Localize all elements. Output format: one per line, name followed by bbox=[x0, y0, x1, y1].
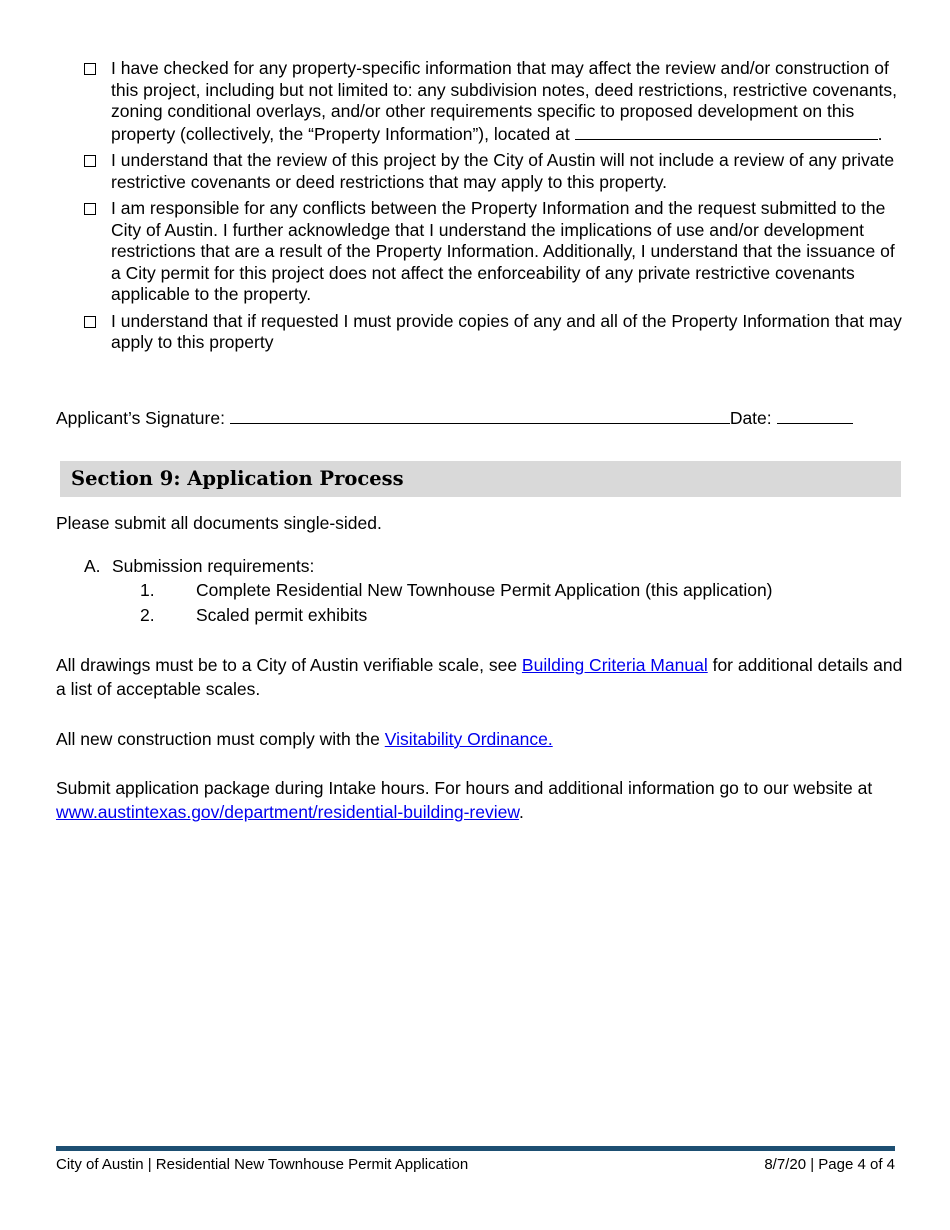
checklist-text: I am responsible for any conflicts between the Property Information and the request submitted to the City of Austin. I further acknowledge that I understand the implications of use and/or development restrictions that are a result of the Property Information. Additionally, I understand that the issuance of a City permit for this project does not affect the enforceability of any private restrictive covenants applicable to the property. bbox=[111, 198, 895, 304]
checklist-text-period: . bbox=[877, 123, 883, 144]
signature-row bbox=[56, 405, 916, 429]
checklist-item-review-scope bbox=[84, 150, 904, 193]
requirement-number: 2. bbox=[140, 605, 155, 625]
submission-requirements-heading bbox=[84, 555, 314, 577]
acknowledgement-checklist bbox=[84, 58, 904, 359]
visitability-ordinance-link[interactable]: Visitability Ordinance. bbox=[384, 729, 553, 749]
checklist-item-provide-copies bbox=[84, 311, 904, 354]
requirement-text: Complete Residential New Townhouse Permit Application (this application) bbox=[196, 580, 773, 600]
drawings-text-after: for additional details and a list of acceptable scales. bbox=[56, 655, 903, 699]
checklist-text bbox=[111, 58, 904, 145]
sub-a-label: Submission requirements: bbox=[112, 556, 315, 576]
signature-label: Applicant’s Signature: bbox=[56, 408, 230, 428]
checkbox-provide-copies[interactable] bbox=[84, 316, 96, 328]
single-sided-note: Please submit all documents single-sided. bbox=[56, 513, 382, 533]
construction-paragraph bbox=[56, 727, 906, 751]
residential-building-review-link[interactable]: www.austintexas.gov/department/residential-building-review bbox=[56, 802, 520, 822]
footer-document-title: City of Austin | Residential New Townhouse Permit Application bbox=[56, 1156, 469, 1173]
section-9-title: Section 9: Application Process bbox=[71, 467, 404, 490]
checklist-text: I understand that if requested I must provide copies of any and all of the Property Information that may apply to this property bbox=[111, 310, 902, 352]
checklist-item-property-info bbox=[84, 58, 904, 145]
footer-page-info: 8/7/20 | Page 4 of 4 bbox=[764, 1156, 895, 1173]
checkbox-review-scope[interactable] bbox=[84, 155, 96, 167]
requirement-item-2 bbox=[140, 604, 367, 626]
located-at-blank[interactable] bbox=[575, 123, 878, 140]
footer-divider bbox=[56, 1146, 895, 1151]
drawings-paragraph bbox=[56, 653, 906, 701]
requirement-text: Scaled permit exhibits bbox=[196, 605, 368, 625]
date-label: Date: bbox=[729, 408, 777, 428]
checkbox-property-info[interactable] bbox=[84, 63, 96, 75]
checkbox-responsibility[interactable] bbox=[84, 203, 96, 215]
submit-text-after: . bbox=[519, 802, 524, 822]
requirement-item-1 bbox=[140, 579, 773, 601]
sub-a-letter: A. bbox=[84, 556, 101, 576]
date-field[interactable] bbox=[777, 405, 853, 424]
requirement-number: 1. bbox=[140, 580, 155, 600]
drawings-text: All drawings must be to a City of Austin verifiable scale, see bbox=[56, 655, 522, 675]
submit-text: Submit application package during Intake hours. For hours and additional information go to our website at bbox=[56, 778, 873, 798]
checklist-text: I understand that the review of this project by the City of Austin will not include a review of any private restrictive covenants or deed restrictions that may apply to this property. bbox=[111, 150, 895, 192]
checklist-text-part: I have checked for any property-specific information that may affect the review and/or construction of this project, including but not limited to: any subdivision notes, deed restrictions, restrictive covenants, zoning conditional overlays, and/or other requirements specific to proposed development on this property (collectively, the “Property Information”), located at bbox=[111, 58, 897, 144]
construction-text: All new construction must comply with the bbox=[56, 729, 385, 749]
submit-paragraph bbox=[56, 776, 906, 824]
signature-field[interactable] bbox=[230, 405, 730, 424]
building-criteria-manual-link[interactable]: Building Criteria Manual bbox=[521, 655, 708, 675]
section-9-header bbox=[60, 461, 901, 497]
checklist-item-responsibility bbox=[84, 198, 904, 306]
